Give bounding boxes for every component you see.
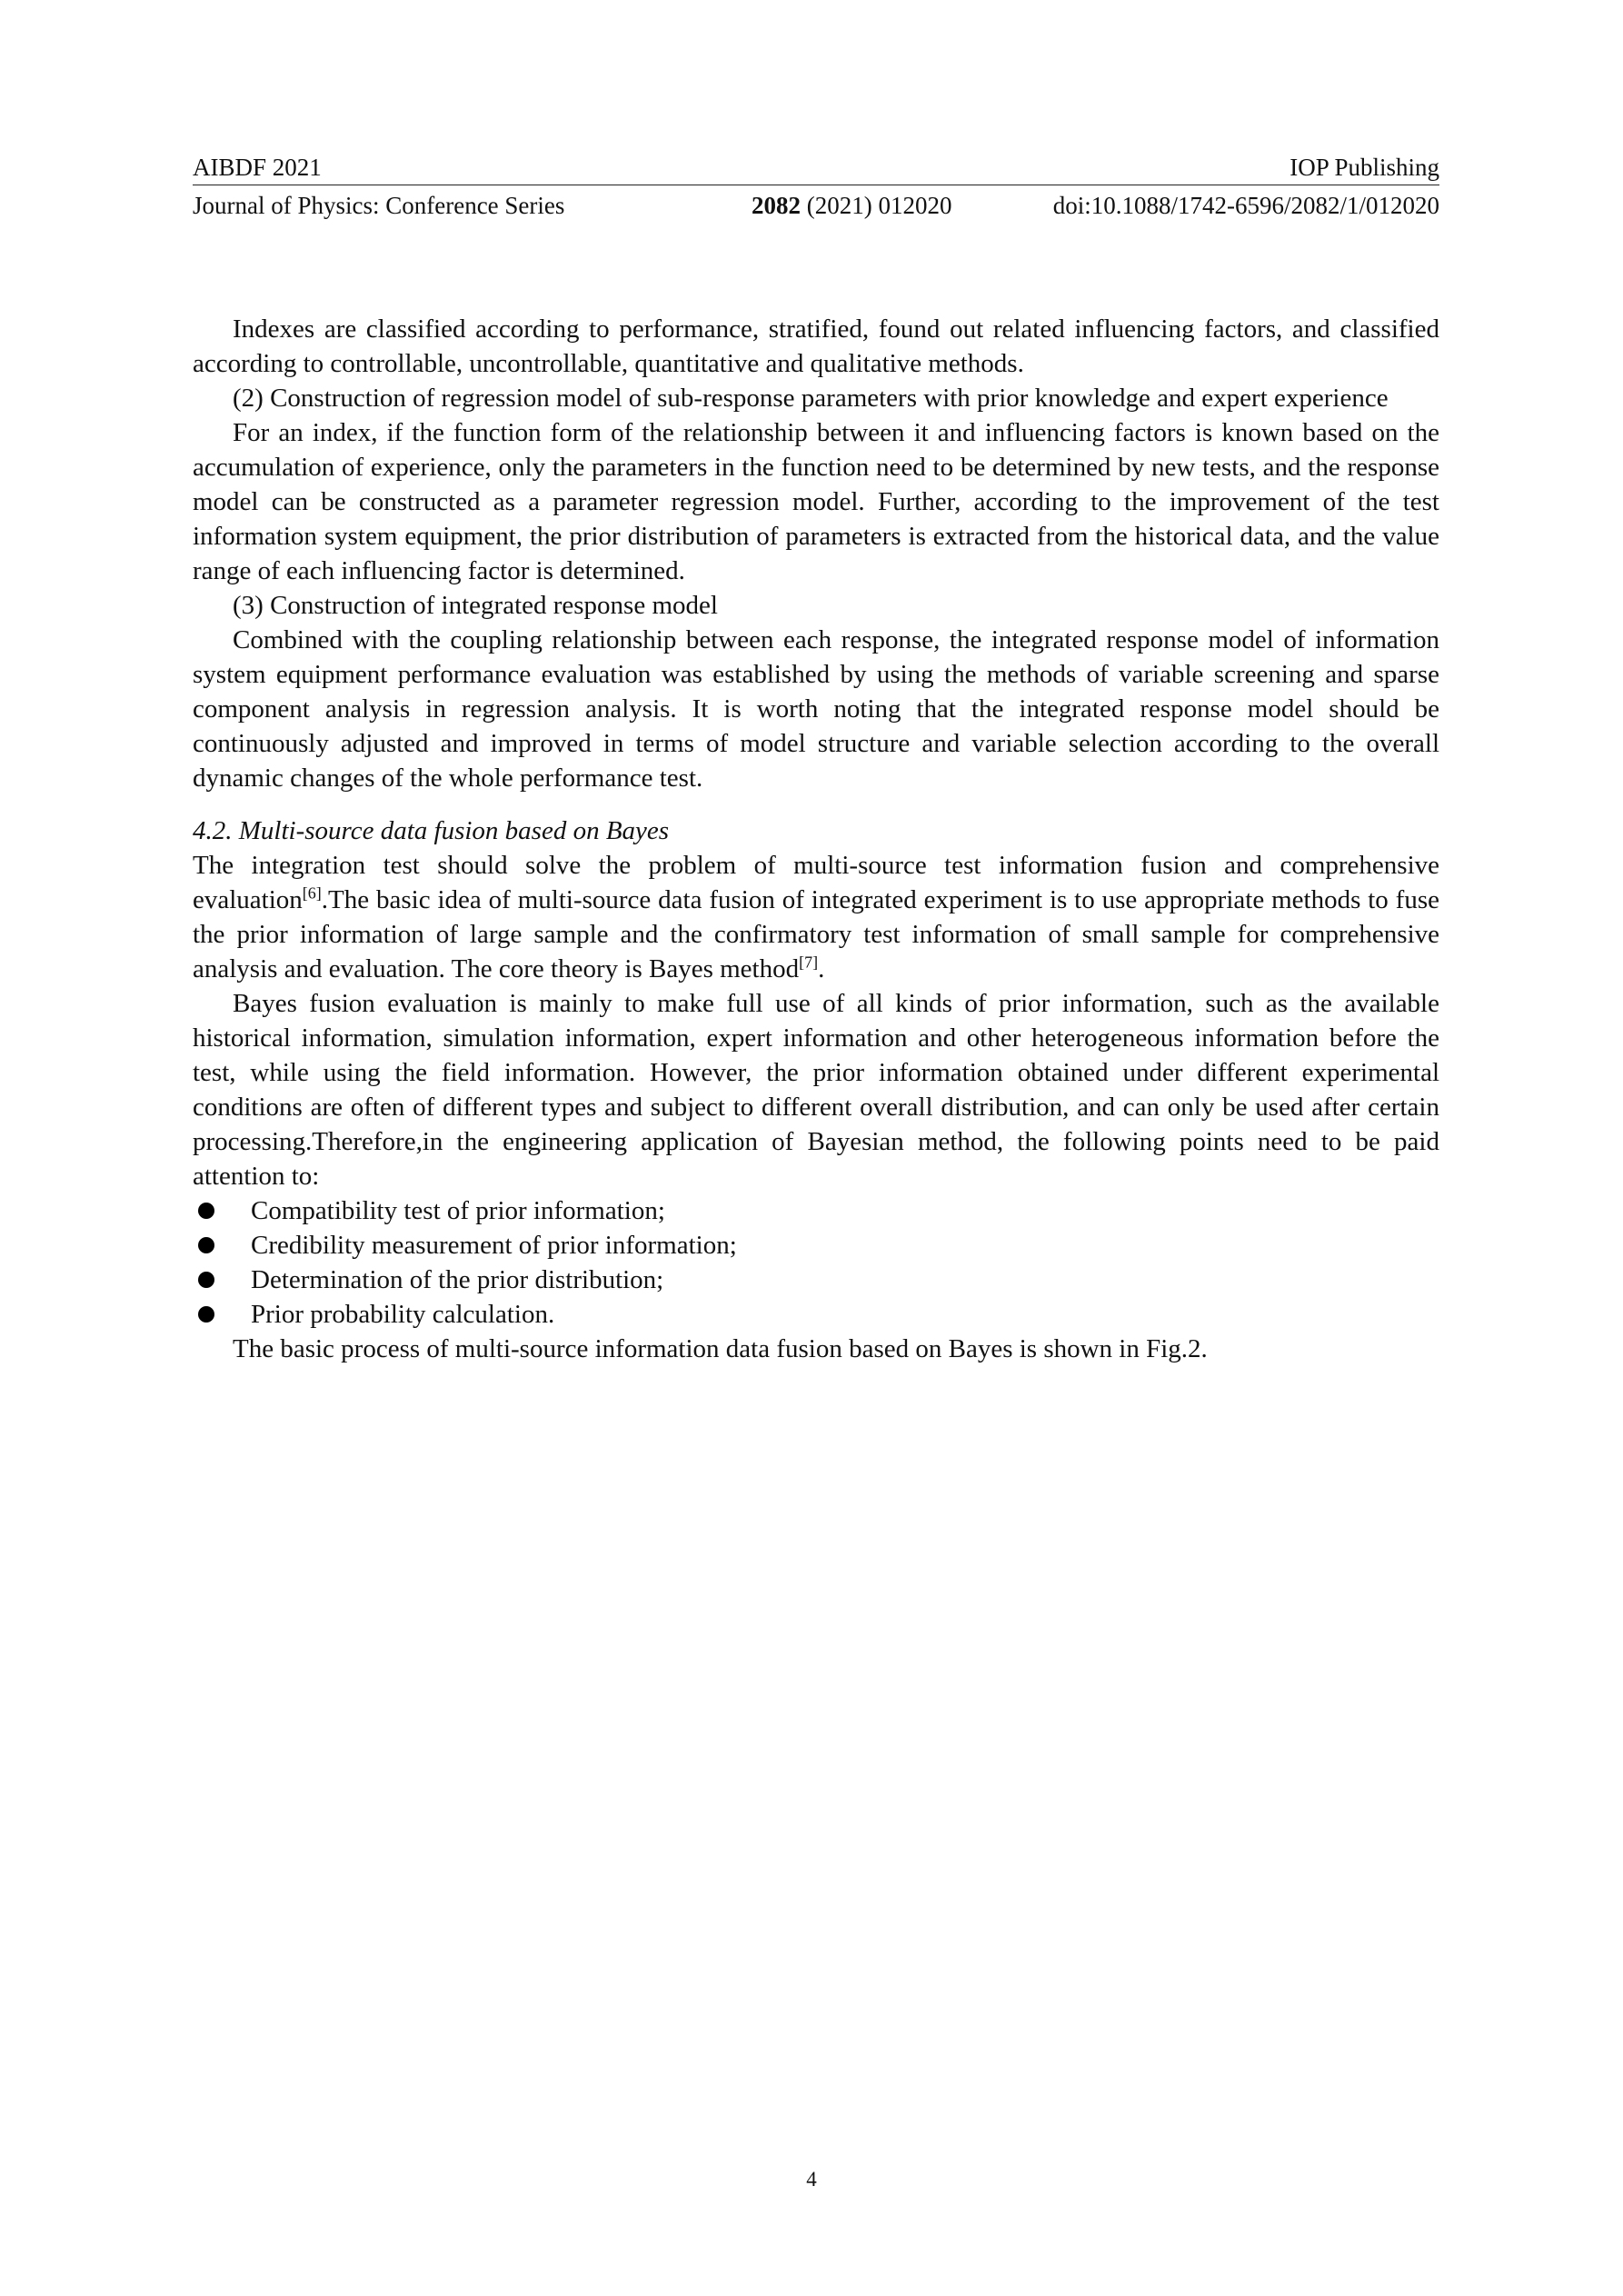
paragraph-2: (2) Construction of regression model of sub-response parameters with prior knowledge and expert experience xyxy=(233,384,1389,413)
conference-name: AIBDF 2021 xyxy=(193,154,322,181)
citation-ref-7[interactable]: [7] xyxy=(799,953,819,972)
paragraph-4: (3) Construction of integrated response model xyxy=(233,591,718,620)
doi-link[interactable]: doi:10.1088/1742-6596/2082/1/012020 xyxy=(1052,192,1439,219)
list-item xyxy=(193,1228,1439,1263)
paragraph-6-part-a: The integration test should solve the problem of multi-source test information fusion and comprehensive evaluation xyxy=(193,851,1439,914)
year-article: (2021) 012020 xyxy=(801,192,952,219)
citation-ref-6[interactable]: [6] xyxy=(302,883,322,903)
journal-name: Journal of Physics: Conference Series xyxy=(193,192,565,219)
list-item-text: Credibility measurement of prior information; xyxy=(251,1231,737,1260)
paragraph-8: The basic process of multi-source information data fusion based on Bayes is shown in Fig.2. xyxy=(233,1334,1208,1363)
list-item-text: Prior probability calculation. xyxy=(251,1300,555,1329)
paragraph-1: Indexes are classified according to performance, stratified, found out related influencing factors, and classified according to controllable, uncontrollable, quantitative and qualitative methods. xyxy=(193,314,1439,378)
section-heading: 4.2. Multi-source data fusion based on Bayes xyxy=(193,816,670,845)
list-item-text: Determination of the prior distribution; xyxy=(251,1265,664,1294)
paragraph-6-part-c: . xyxy=(818,954,825,983)
publisher-name: IOP Publishing xyxy=(1289,154,1439,181)
citation-info xyxy=(752,191,951,220)
page-number: 4 xyxy=(806,2168,817,2191)
paragraph-6-part-b: .The basic idea of multi-source data fusion of integrated experiment is to use appropriate methods to fuse the prior information of large sample and the confirmatory test information of small sample for comprehensive analysis and evaluation. The core theory is Bayes method xyxy=(193,885,1439,983)
paragraph-6 xyxy=(193,848,1439,986)
running-header-top xyxy=(193,153,1439,182)
body-text xyxy=(193,312,1439,1366)
bullet-icon xyxy=(198,1306,214,1323)
paragraph-7: Bayes fusion evaluation is mainly to make full use of all kinds of prior information, such as the available historical information, simulation information, expert information and other heterogeneous information before the test, while using the field information. However, the prior information obtained under different experimental conditions are often of different types and subject to different overall distribution, and can only be used after certain processing.Therefore,in the engineering application of Bayesian method, the following points need to be paid attention to: xyxy=(193,989,1439,1191)
list-item xyxy=(193,1297,1439,1332)
bullet-list xyxy=(193,1193,1439,1332)
list-item xyxy=(193,1263,1439,1297)
bullet-icon xyxy=(198,1272,214,1288)
bullet-icon xyxy=(198,1237,214,1253)
bullet-icon xyxy=(198,1203,214,1219)
list-item xyxy=(193,1193,1439,1228)
paragraph-3: For an index, if the function form of the relationship between it and influencing factors is known based on the accumulation of experience, only the parameters in the function need to be determined by new tests, and the response model can be constructed as a parameter regression model. Further, according to the improvement of the test information system equipment, the prior distribution of parameters is extracted from the historical data, and the value range of each influencing factor is determined. xyxy=(193,418,1439,585)
list-item-text: Compatibility test of prior information; xyxy=(251,1196,665,1225)
paragraph-5: Combined with the coupling relationship between each response, the integrated response model of information system equipment performance evaluation was established by using the methods of variable screening and sparse component analysis in regression analysis. It is worth noting that the integrated response model should be continuously adjusted and improved in terms of model structure and variable selection according to the overall dynamic changes of the whole performance test. xyxy=(193,625,1439,793)
volume-number: 2082 xyxy=(752,192,801,219)
